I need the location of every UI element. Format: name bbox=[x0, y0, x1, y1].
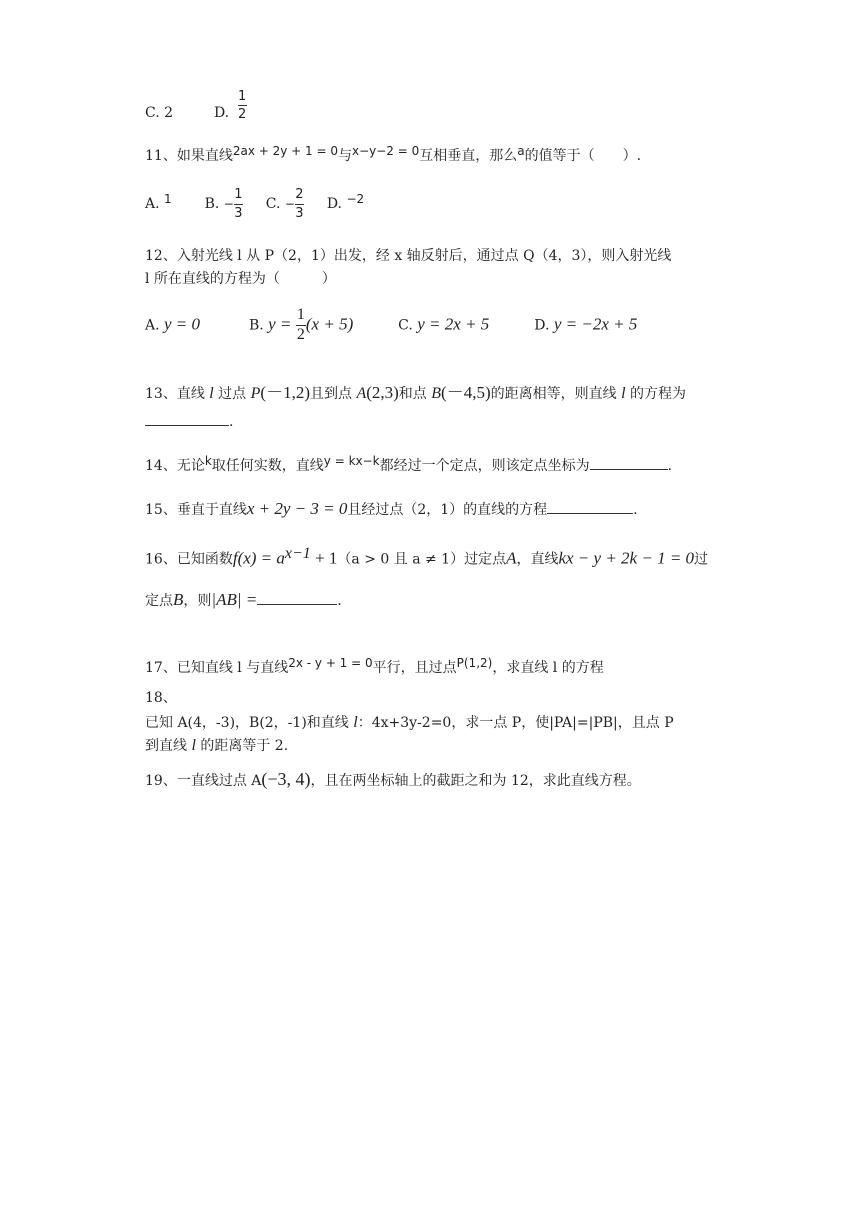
q11-option-d: −2 bbox=[346, 192, 365, 207]
fraction-numerator: 1 bbox=[296, 306, 305, 323]
q19-point: (−3, 4) bbox=[261, 769, 311, 789]
q16-exponent: x−1 bbox=[284, 545, 311, 562]
q14-end: . bbox=[667, 458, 673, 474]
fraction-numerator: 1 bbox=[234, 187, 243, 202]
q12-line-2: l 所在直线的方程为（ ） bbox=[145, 271, 336, 287]
q17-text: 平行，且过点 bbox=[372, 660, 457, 676]
q14-stem bbox=[145, 454, 673, 475]
q16-text: ，则 bbox=[183, 593, 212, 609]
q14-variable-k: k bbox=[204, 454, 212, 468]
q11-text: 互相垂直，那么 bbox=[419, 148, 518, 164]
q13-point-b-coords: (－4,5) bbox=[441, 383, 491, 402]
q16-function-expression: (x) = a bbox=[237, 548, 285, 568]
q16-text: 16、已知函数 bbox=[145, 551, 233, 568]
q14-text: 取任何实数，直线 bbox=[211, 458, 324, 474]
q13-text: 的距离相等，则直线 bbox=[490, 386, 622, 402]
fraction-numerator: 1 bbox=[237, 88, 247, 104]
q11-text: 与 bbox=[337, 148, 352, 164]
q13-end: . bbox=[229, 414, 234, 430]
q13-text: 和点 bbox=[398, 386, 432, 402]
q18-text: 的距离等于 2. bbox=[195, 738, 289, 754]
q13-point-b: B bbox=[431, 385, 442, 402]
q16-line-2 bbox=[145, 590, 342, 610]
q11-text: 的值等于（ ）. bbox=[524, 148, 642, 164]
q11-text: 11、如果直线 bbox=[145, 148, 233, 164]
q11-option-a-label: A. bbox=[145, 196, 160, 213]
q17-text: ，求直线 l 的方程 bbox=[492, 660, 604, 676]
q14-equation: y = kx−k bbox=[323, 454, 380, 468]
q18-text: ：4x+3y-2=0，求一点 P，使|PA|=|PB|，且点 P bbox=[357, 715, 674, 731]
q16-point-a: A bbox=[506, 548, 517, 568]
q13-answer-line bbox=[145, 414, 233, 431]
q16-text: 过定点 bbox=[464, 551, 507, 568]
q11-option-b-sign: − bbox=[223, 197, 234, 212]
q16-line-equation: kx − y + 2k − 1 = 0 bbox=[558, 548, 695, 568]
q10-option-d-label: D. bbox=[213, 105, 230, 121]
q18-line-symbol: l bbox=[191, 737, 196, 754]
fraction-bar bbox=[238, 105, 247, 106]
q13-point-a: A bbox=[356, 385, 367, 402]
fraction-denominator: 3 bbox=[295, 205, 304, 221]
q16-text: 过 bbox=[694, 551, 709, 568]
q12-option-b-label: B. bbox=[248, 317, 264, 334]
q12-option-b-lhs: y = bbox=[268, 314, 292, 334]
q15-text: 且经过点（2，1）的直线的方程 bbox=[347, 502, 548, 518]
q18-number: 18、 bbox=[145, 690, 177, 706]
q16-text: 定点 bbox=[145, 593, 173, 609]
q16-text: ，直线 bbox=[516, 551, 559, 568]
q12-option-c: y = 2x + 5 bbox=[417, 314, 490, 334]
q11-option-c-sign: − bbox=[284, 197, 295, 212]
answer-blank[interactable] bbox=[590, 469, 668, 470]
q18-line-symbol: l bbox=[353, 714, 358, 731]
q14-text: 14、无论 bbox=[145, 458, 205, 474]
q16-distance-ab: |AB| = bbox=[211, 590, 258, 609]
q11-options bbox=[145, 188, 364, 220]
q16-function-f: f bbox=[232, 548, 238, 568]
q13-stem bbox=[145, 383, 686, 403]
q12-option-a: y = 0 bbox=[164, 314, 201, 334]
q11-equation-1: 2ax + 2y + 1 = 0 bbox=[232, 144, 338, 158]
q18-text: 到直线 bbox=[145, 738, 192, 754]
q13-point-a-coords: (2,3) bbox=[366, 383, 399, 402]
q12-options bbox=[145, 307, 637, 344]
q13-point-p-coords: (－1,2) bbox=[260, 383, 310, 402]
q12-option-b-rhs: (x + 5) bbox=[305, 314, 354, 334]
q10-option-d-fraction bbox=[238, 90, 247, 122]
q13-text: 13、直线 bbox=[145, 386, 210, 402]
q18-line-2 bbox=[145, 736, 288, 755]
q13-line-symbol: l bbox=[209, 385, 214, 402]
fraction-bar bbox=[295, 204, 304, 205]
fraction-denominator: 2 bbox=[296, 325, 305, 343]
q18-text: 已知 A(4，-3)，B(2，-1)和直线 bbox=[145, 715, 354, 731]
q14-text: 都经过一个定点，则该定点坐标为 bbox=[379, 458, 590, 474]
q17-stem bbox=[145, 656, 604, 677]
fraction-denominator: 2 bbox=[237, 107, 247, 123]
q12-option-c-label: C. bbox=[398, 317, 413, 334]
q11-equation-2: x−y−2 = 0 bbox=[351, 144, 420, 158]
q15-end: . bbox=[633, 502, 638, 518]
fraction-bar bbox=[234, 204, 243, 205]
q11-variable: a bbox=[517, 144, 525, 158]
q17-point: P(1,2) bbox=[456, 656, 493, 670]
q10-options bbox=[145, 77, 247, 122]
q11-option-b-fraction bbox=[234, 188, 243, 220]
q13-line-symbol: l bbox=[621, 385, 626, 402]
q13-text: 的方程为 bbox=[625, 386, 686, 402]
q10-option-c: C. 2 bbox=[145, 105, 174, 121]
q16-line-1 bbox=[145, 544, 708, 569]
fraction-denominator: 3 bbox=[234, 205, 243, 221]
q11-option-b-label: B. bbox=[204, 196, 220, 213]
q13-point-p: P bbox=[250, 385, 261, 402]
q15-equation: x + 2y − 3 = 0 bbox=[246, 499, 348, 518]
q15-stem bbox=[145, 499, 638, 519]
q12-line-1: 12、入射光线 l 从 P（2，1）出发，经 x 轴反射后，通过点 Q（4，3），则入射光线 bbox=[145, 248, 672, 264]
q13-text: 过点 bbox=[213, 386, 251, 402]
q16-condition: （a > 0 且 a ≠ 1） bbox=[337, 551, 465, 568]
q15-text: 15、垂直于直线 bbox=[145, 502, 247, 518]
q12-option-d-label: D. bbox=[534, 317, 550, 334]
q16-plus-one: + 1 bbox=[310, 548, 338, 568]
q19-text: ，且在两坐标轴上的截距之和为 12，求此直线方程。 bbox=[310, 773, 641, 789]
q11-option-a: 1 bbox=[164, 192, 172, 207]
q18-line-1 bbox=[145, 713, 674, 732]
q12-option-b-fraction bbox=[296, 307, 306, 344]
q11-option-d-label: D. bbox=[326, 196, 343, 213]
q13-text: 且到点 bbox=[309, 386, 357, 402]
q11-option-c-label: C. bbox=[265, 196, 281, 213]
q19-text: 19、一直线过点 A bbox=[145, 773, 262, 789]
q12-option-a-label: A. bbox=[145, 317, 160, 334]
fraction-numerator: 2 bbox=[295, 187, 304, 202]
q17-text: 17、已知直线 l 与直线 bbox=[145, 660, 289, 676]
q11-stem bbox=[145, 144, 642, 165]
q11-option-c-fraction bbox=[295, 188, 304, 220]
answer-blank[interactable] bbox=[547, 513, 633, 514]
q17-equation: 2x - y + 1 = 0 bbox=[288, 656, 373, 670]
answer-blank[interactable] bbox=[257, 604, 337, 605]
q16-end: . bbox=[337, 593, 342, 609]
q19-stem bbox=[145, 769, 641, 791]
answer-blank[interactable] bbox=[145, 425, 229, 426]
q16-point-b: B bbox=[173, 590, 184, 609]
q12-option-d: y = −2x + 5 bbox=[553, 314, 638, 334]
